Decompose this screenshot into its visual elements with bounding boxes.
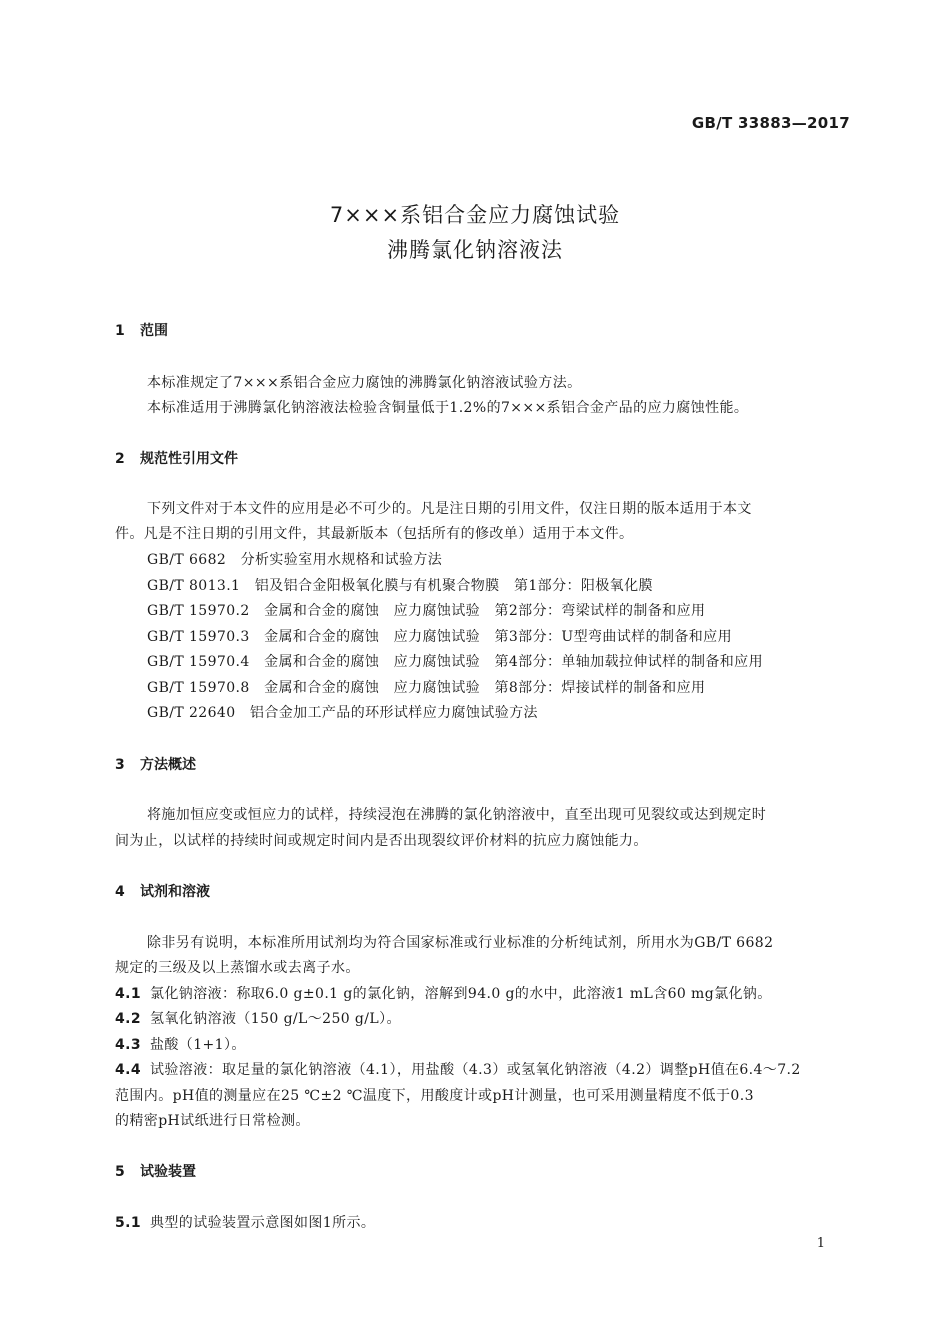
- page-number: 1: [816, 1236, 825, 1251]
- section-number: 5: [115, 1164, 125, 1180]
- paragraph-continued: 范围内。pH值的测量应在25 ℃±2 ℃温度下，用酸度计或pH计测量，也可采用测量精度不低于0.3: [115, 1088, 754, 1104]
- clause-number: 4.3: [115, 1037, 142, 1053]
- section-title: 方法概述: [140, 757, 196, 773]
- document-title-line1: 7×××系铝合金应力腐蚀试验: [329, 203, 621, 227]
- section-2-heading: [115, 448, 238, 468]
- section-title: 试剂和溶液: [140, 884, 210, 900]
- section-3-heading: [115, 754, 196, 774]
- section-5-heading: [115, 1161, 196, 1181]
- section-title: 范围: [140, 323, 168, 339]
- section-number: 3: [115, 757, 125, 773]
- section-1-heading: [115, 320, 168, 340]
- paragraph-continued: 的精密pH试纸进行日常检测。: [115, 1113, 310, 1129]
- section-title: 试验装置: [140, 1164, 196, 1180]
- paragraph: 本标准规定了7×××系铝合金应力腐蚀的沸腾氯化钠溶液试验方法。: [147, 375, 582, 391]
- clause-number: 4.4: [115, 1062, 142, 1078]
- clause-text: 典型的试验装置示意图如图1所示。: [150, 1215, 376, 1231]
- section-4-heading: [115, 881, 210, 901]
- document-title-line2: 沸腾氯化钠溶液法: [387, 238, 563, 262]
- paragraph: 下列文件对于本文件的应用是必不可少的。凡是注日期的引用文件，仅注日期的版本适用于本文: [147, 501, 752, 517]
- section-title: 规范性引用文件: [140, 451, 238, 467]
- clause-4-1: [115, 983, 772, 1003]
- clause-4-3: [115, 1034, 246, 1054]
- paragraph-continued: 规定的三级及以上蒸馏水或去离子水。: [115, 960, 360, 976]
- clause-number: 4.1: [115, 986, 142, 1002]
- standard-code: GB/T 33883—2017: [691, 114, 850, 132]
- clause-text: 盐酸（1+1）。: [150, 1037, 246, 1053]
- paragraph: 将施加恒应变或恒应力的试样，持续浸泡在沸腾的氯化钠溶液中，直至出现可见裂纹或达到规定时: [147, 807, 767, 823]
- section-number: 4: [115, 884, 125, 900]
- section-number: 2: [115, 451, 125, 467]
- paragraph: 除非另有说明，本标准所用试剂均为符合国家标准或行业标准的分析纯试剂，所用水为GB/T 6682: [147, 935, 774, 951]
- reference-item: GB/T 15970.8 金属和合金的腐蚀 应力腐蚀试验 第8部分：焊接试样的制备和应用: [147, 680, 706, 696]
- clause-text: 氯化钠溶液：称取6.0 g±0.1 g的氯化钠，溶解到94.0 g的水中，此溶液1 mL含60 mg氯化钠。: [150, 986, 772, 1002]
- reference-item: GB/T 8013.1 铝及铝合金阳极氧化膜与有机聚合物膜 第1部分：阳极氧化膜: [147, 578, 653, 594]
- reference-item: GB/T 15970.3 金属和合金的腐蚀 应力腐蚀试验 第3部分：U型弯曲试样的制备和应用: [147, 629, 732, 645]
- clause-number: 4.2: [115, 1011, 142, 1027]
- clause-text: 氢氧化钠溶液（150 g/L～250 g/L）。: [150, 1011, 401, 1027]
- clause-4-4: [115, 1059, 801, 1079]
- reference-item: GB/T 15970.2 金属和合金的腐蚀 应力腐蚀试验 第2部分：弯梁试样的制备和应用: [147, 603, 706, 619]
- paragraph-continued: 件。凡是不注日期的引用文件，其最新版本（包括所有的修改单）适用于本文件。: [115, 526, 634, 542]
- reference-item: GB/T 15970.4 金属和合金的腐蚀 应力腐蚀试验 第4部分：单轴加载拉伸试样的制备和应用: [147, 654, 763, 670]
- reference-item: GB/T 6682 分析实验室用水规格和试验方法: [147, 552, 443, 568]
- section-number: 1: [115, 323, 125, 339]
- clause-5-1: [115, 1212, 375, 1232]
- paragraph-continued: 间为止，以试样的持续时间或规定时间内是否出现裂纹评价材料的抗应力腐蚀能力。: [115, 833, 648, 849]
- reference-item: GB/T 22640 铝合金加工产品的环形试样应力腐蚀试验方法: [147, 705, 538, 721]
- paragraph: 本标准适用于沸腾氯化钠溶液法检验含铜量低于1.2%的7×××系铝合金产品的应力腐蚀性能。: [147, 400, 749, 416]
- clause-4-2: [115, 1008, 401, 1028]
- clause-text: 试验溶液：取足量的氯化钠溶液（4.1），用盐酸（4.3）或氢氧化钠溶液（4.2）调整pH值在6.4～7.2: [150, 1062, 801, 1078]
- clause-number: 5.1: [115, 1215, 142, 1231]
